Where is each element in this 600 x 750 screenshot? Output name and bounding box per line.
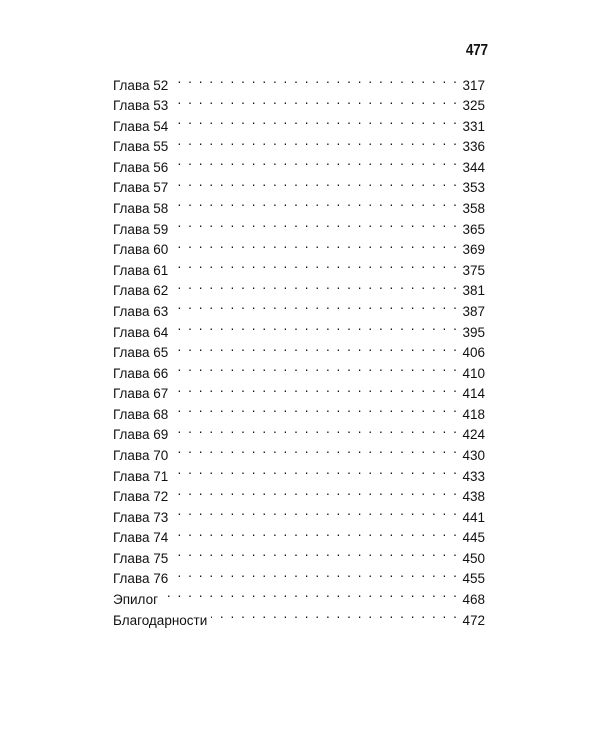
toc-entry-title: Глава 58 [113,201,169,217]
toc-entry-page: 468 [462,592,485,608]
toc-entry-page: 381 [462,283,485,299]
toc-entry-title: Глава 67 [113,386,169,402]
toc-entry-title: Эпилог [113,592,159,608]
toc-entry-title: Глава 60 [113,242,169,258]
toc-entry-title: Благодарности [113,612,208,628]
toc-entry-title: Глава 71 [113,468,169,484]
toc-entry-page: 387 [462,303,485,319]
toc-entry-title: Глава 76 [113,571,169,587]
toc-entry-page: 430 [462,447,485,463]
toc-entry-page: 424 [462,427,485,443]
toc-dot-leader [172,295,458,316]
toc-entry-page: 441 [462,509,485,525]
toc-entry [113,69,485,93]
toc-entry [113,583,485,608]
toc-entry-title: Глава 72 [113,489,169,505]
toc-dot-leader [172,275,458,296]
toc-entry-page: 450 [462,550,485,566]
toc-entry-page: 418 [462,406,485,422]
toc-entry-page: 455 [462,571,485,587]
toc-entry-title: Глава 57 [113,180,169,196]
toc-entry-title: Глава 59 [113,221,169,237]
toc-entry-title: Глава 73 [113,509,169,525]
toc-entry-title: Глава 61 [113,262,169,278]
toc-entry-title: Глава 64 [113,324,169,340]
toc-dot-leader [172,398,458,419]
toc-dot-leader [172,439,458,460]
toc-entry-title: Глава 55 [113,139,169,155]
toc-dot-leader [172,522,458,543]
toc-entry-page: 365 [462,221,485,237]
toc-entry [113,604,485,628]
toc-dot-leader [172,357,458,378]
toc-dot-leader [172,213,458,234]
toc-dot-leader [172,563,458,584]
toc-entry-page: 410 [462,365,485,381]
toc-dot-leader [172,151,458,172]
toc-entry-title: Глава 69 [113,427,169,443]
page-number: 477 [466,42,488,59]
toc-entry-page: 353 [462,180,485,196]
toc-entry-page: 317 [462,77,485,93]
toc-entry-page: 433 [462,468,485,484]
toc-entry-page: 358 [462,201,485,217]
toc-entry-title: Глава 70 [113,447,169,463]
toc-dot-leader [211,604,458,625]
toc-entry-title: Глава 68 [113,406,169,422]
toc-dot-leader [172,110,458,131]
toc-entry-page: 406 [462,345,485,361]
toc-entry-title: Глава 54 [113,118,169,134]
toc-dot-leader [172,378,458,399]
toc-entry-page: 369 [462,242,485,258]
toc-dot-leader [172,90,458,111]
toc-entry-page: 336 [462,139,485,155]
toc-entry-title: Глава 65 [113,345,169,361]
toc-dot-leader [172,481,458,502]
toc-entry-page: 325 [462,98,485,114]
toc-dot-leader [172,254,458,275]
toc-dot-leader [172,501,458,522]
toc-entry-title: Глава 74 [113,530,169,546]
toc-dot-leader [172,460,458,481]
toc-entry-title: Глава 52 [113,77,169,93]
toc-entry-page: 438 [462,489,485,505]
toc-dot-leader [172,234,458,255]
toc-dot-leader [172,316,458,337]
toc-dot-leader [172,69,458,90]
toc-dot-leader [172,542,458,563]
toc-entry-title: Глава 75 [113,550,169,566]
toc-entry-title: Глава 63 [113,303,169,319]
toc-dot-leader [172,131,458,152]
toc-entry-page: 395 [462,324,485,340]
toc-entry-title: Глава 56 [113,159,169,175]
toc-entry-page: 445 [462,530,485,546]
table-of-contents [113,69,485,628]
toc-entry-title: Глава 53 [113,98,169,114]
toc-entry-page: 344 [462,159,485,175]
toc-dot-leader [172,172,458,193]
toc-entry-page: 331 [462,118,485,134]
toc-dot-leader [172,337,458,358]
toc-dot-leader [172,192,458,213]
toc-entry-page: 375 [462,262,485,278]
toc-entry-title: Глава 66 [113,365,169,381]
toc-dot-leader [162,583,458,604]
toc-entry-page: 472 [462,612,485,628]
toc-entry-title: Глава 62 [113,283,169,299]
toc-entry-page: 414 [462,386,485,402]
toc-dot-leader [172,419,458,440]
